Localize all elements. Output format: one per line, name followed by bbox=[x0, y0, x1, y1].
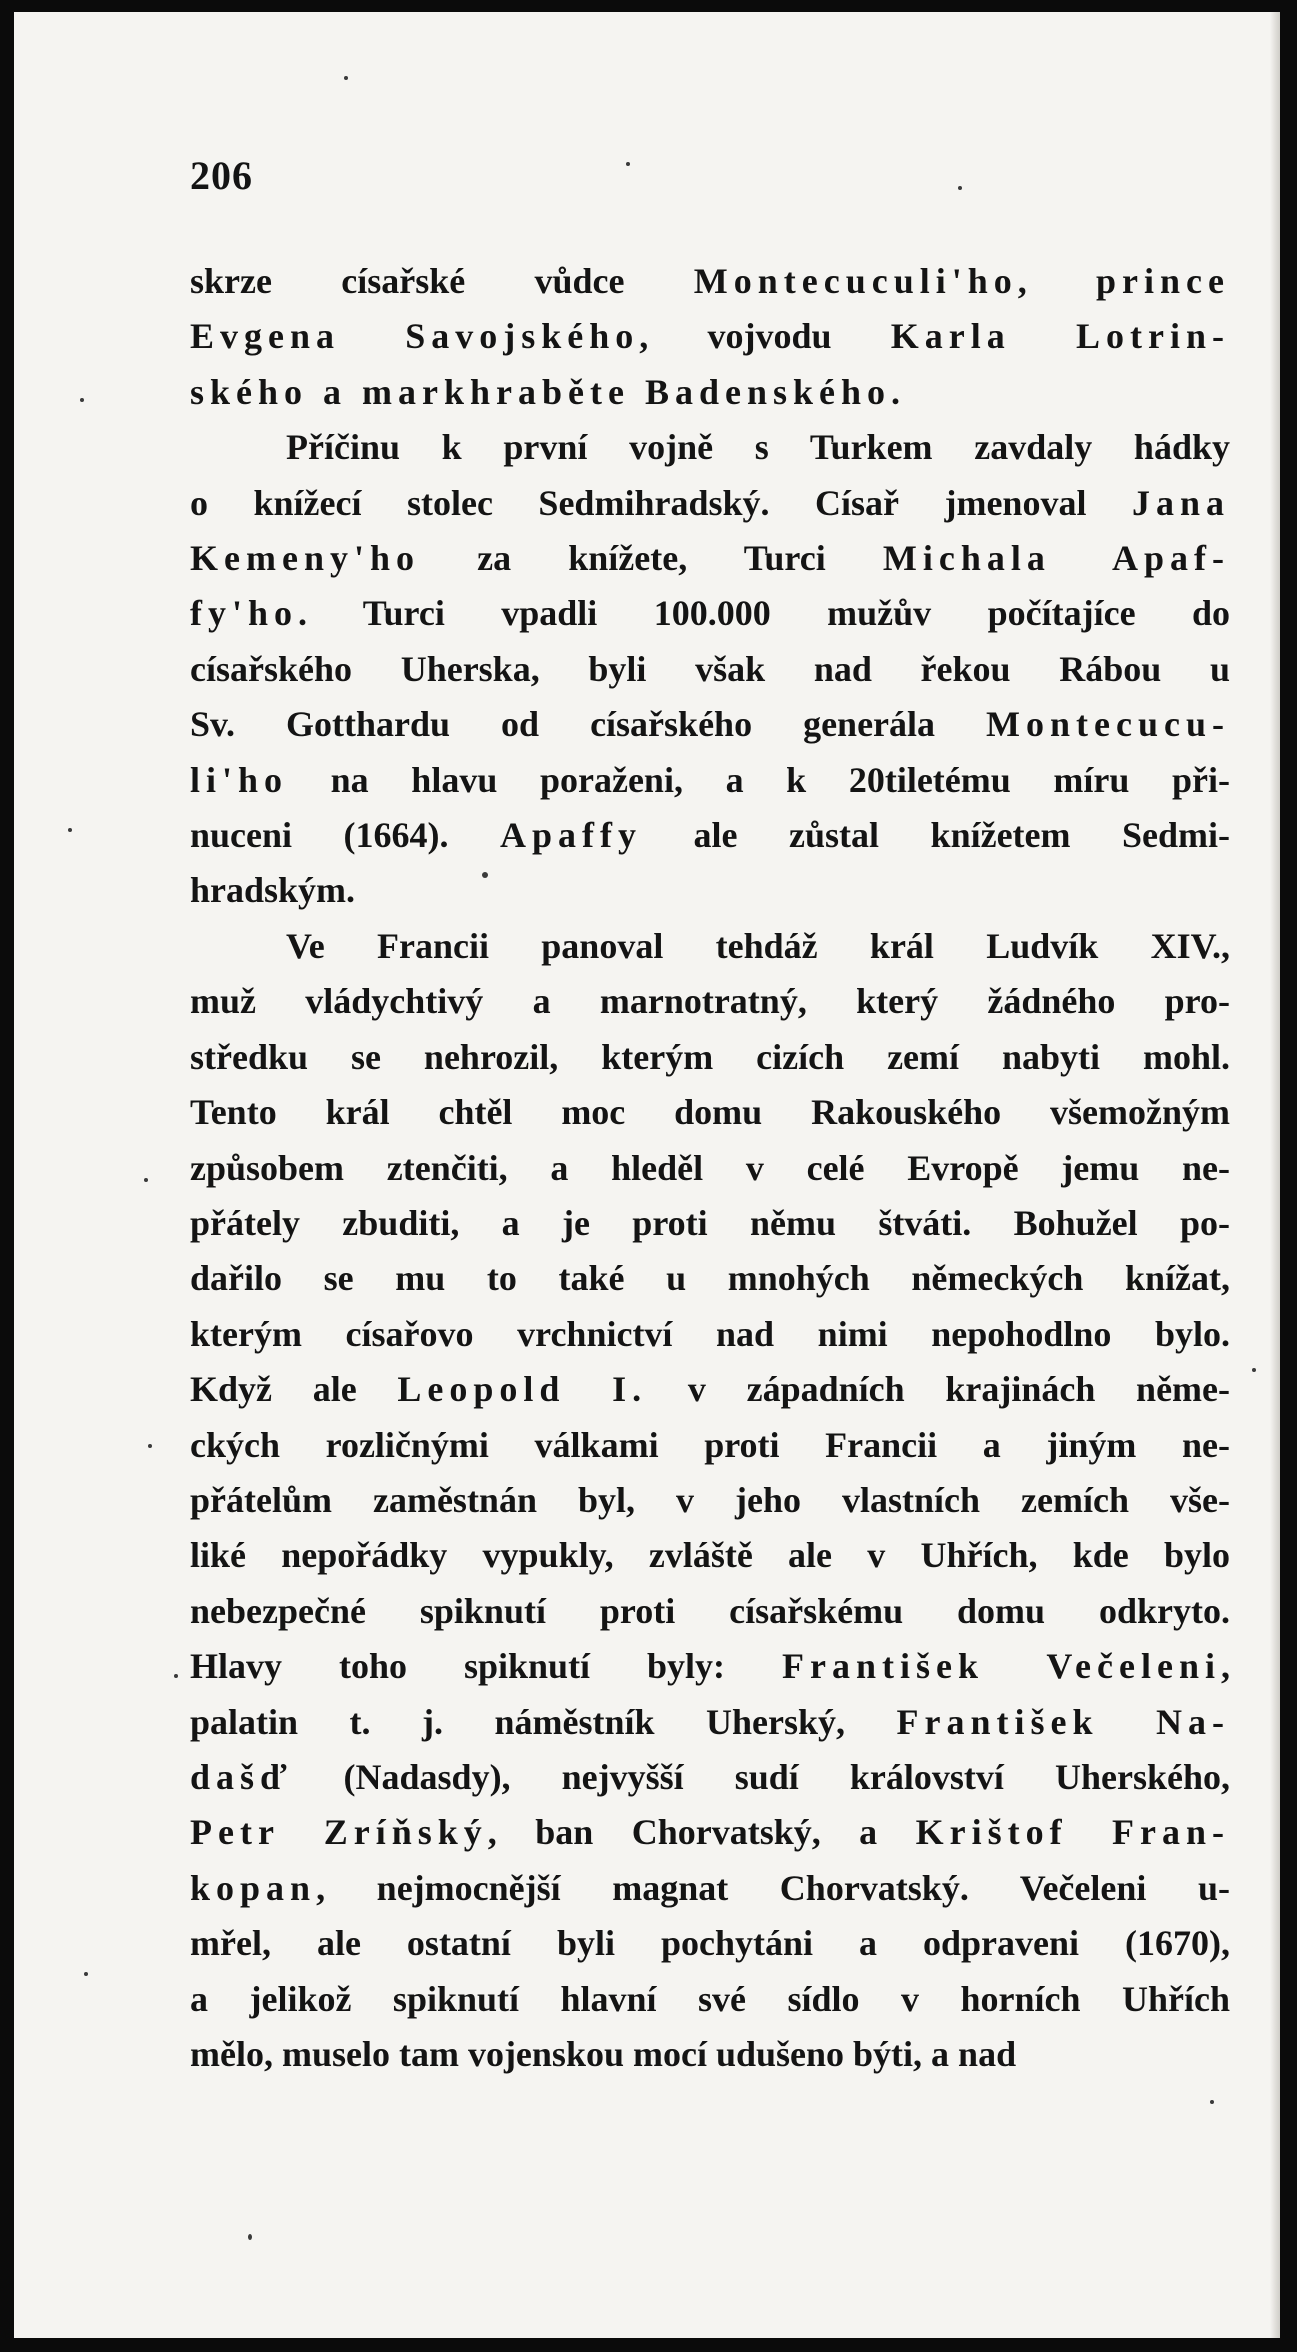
text-run: skrze císařské vůdce bbox=[190, 261, 694, 301]
text-line bbox=[190, 476, 1230, 531]
spaced-name: li'ho bbox=[190, 759, 289, 800]
text-line bbox=[190, 531, 1230, 586]
spaced-name: Michala Apaf- bbox=[882, 538, 1230, 579]
spaced-name: Jana bbox=[1131, 482, 1230, 523]
spaced-name: Petr Zríňský bbox=[190, 1812, 488, 1853]
text-line bbox=[190, 1916, 1230, 1971]
text-run: Když ale bbox=[190, 1369, 398, 1410]
text-line bbox=[190, 697, 1230, 752]
print-speck bbox=[626, 162, 630, 166]
spaced-name: kopan bbox=[190, 1867, 317, 1908]
text-run: v západních krajinách něme- bbox=[647, 1369, 1231, 1410]
spaced-name: Montecucu- bbox=[986, 704, 1230, 745]
spaced-name: dašď bbox=[190, 1756, 293, 1797]
print-speck bbox=[1210, 2100, 1214, 2104]
text-run: Sv. Gotthardu od císařského generála bbox=[190, 704, 987, 745]
text-run: způsobem ztenčiti, a hleděl v celé Evropě jemu ne- bbox=[190, 1147, 1230, 1188]
text-line bbox=[190, 642, 1230, 697]
spaced-name: Apaffy bbox=[500, 815, 643, 856]
page-number: 206 bbox=[190, 153, 253, 198]
text-run: za knížete, Turci bbox=[420, 538, 883, 579]
text-run: (Nadasdy), nejvyšší sudí království Uherského, bbox=[292, 1756, 1230, 1797]
print-speck bbox=[174, 1674, 178, 1678]
text-line bbox=[190, 1362, 1230, 1417]
text-run: , bbox=[1017, 261, 1097, 301]
print-speck bbox=[144, 1178, 148, 1182]
page-edge-shadow bbox=[1270, 12, 1280, 2338]
text-line bbox=[190, 1473, 1230, 1528]
text-run: , vojvodu bbox=[639, 316, 891, 357]
spaced-name: prince bbox=[1096, 261, 1230, 301]
text-line bbox=[190, 1030, 1230, 1085]
text-line bbox=[190, 1584, 1230, 1639]
print-speck bbox=[80, 398, 84, 402]
text-line bbox=[190, 1695, 1230, 1750]
spaced-name: Montecuculi'ho bbox=[693, 261, 1018, 301]
text-run: císařského Uherska, byli však nad řekou Rábou u bbox=[190, 648, 1230, 689]
text-run: Hlavy toho spiknutí byly: bbox=[190, 1646, 783, 1687]
text-run: nebezpečné spiknutí proti císařskému domu odkryto. bbox=[190, 1590, 1230, 1631]
text-line bbox=[190, 808, 1230, 863]
text-run: o knížecí stolec Sedmihradský. Císař jmenoval bbox=[190, 482, 1132, 523]
text-line bbox=[190, 2027, 1230, 2082]
text-line bbox=[190, 919, 1230, 974]
text-line bbox=[190, 1141, 1230, 1196]
text-line bbox=[190, 1307, 1230, 1362]
print-speck bbox=[68, 828, 72, 832]
spaced-name: František Večeleni bbox=[782, 1646, 1221, 1687]
text-line bbox=[190, 1196, 1230, 1251]
text-line bbox=[190, 1861, 1230, 1916]
text-run: ale zůstal knížetem Sedmi- bbox=[642, 815, 1231, 856]
spaced-name: ského a markhraběte Badenského. bbox=[190, 371, 907, 412]
text-run: kterým císařovo vrchnictví nad nimi nepohodlno bylo. bbox=[190, 1313, 1230, 1354]
spaced-name: František Na- bbox=[896, 1701, 1230, 1742]
text-line bbox=[190, 1085, 1230, 1140]
text-run: ckých rozličnými válkami proti Francii a jiným ne- bbox=[190, 1424, 1230, 1465]
text-run: , bbox=[1220, 1646, 1230, 1687]
text-run: středku se nehrozil, kterým cizích zemí nabyti mohl. bbox=[190, 1036, 1230, 1077]
text-run: . Turci vpadli 100.000 mužův počítajíce do bbox=[298, 593, 1230, 634]
text-run: Příčinu k první vojně s Turkem zavdaly hádky bbox=[286, 427, 1230, 468]
text-run: a jelikož spiknutí hlavní své sídlo v horních Uhřích bbox=[190, 1978, 1230, 2019]
text-run: , nejmocnější magnat Chorvatský. Večeleni u- bbox=[316, 1867, 1230, 1908]
text-run: palatin t. j. náměstník Uherský, bbox=[190, 1701, 897, 1742]
print-speck bbox=[248, 2234, 252, 2240]
spaced-name: Evgena Savojského bbox=[190, 316, 640, 357]
print-speck bbox=[482, 872, 488, 878]
text-run: mělo, muselo tam vojenskou mocí udušeno býti, a nad bbox=[190, 2034, 1017, 2074]
text-line bbox=[190, 863, 1230, 918]
text-line bbox=[190, 1418, 1230, 1473]
text-line bbox=[190, 420, 1230, 475]
text-run: na hlavu poraženi, a k 20tiletému míru při- bbox=[288, 759, 1230, 800]
text-run: přátely zbuditi, a je proti němu štváti. Bohužel po- bbox=[190, 1202, 1230, 1243]
book-page bbox=[14, 12, 1280, 2338]
text-line bbox=[190, 586, 1230, 641]
text-line bbox=[190, 1972, 1230, 2027]
text-line bbox=[190, 254, 1230, 309]
text-line bbox=[190, 974, 1230, 1029]
text-line bbox=[190, 309, 1230, 364]
body-text bbox=[190, 254, 1230, 2082]
text-run: muž vládychtivý a marnotratný, který žádného pro- bbox=[190, 981, 1230, 1022]
text-line bbox=[190, 1750, 1230, 1805]
text-line bbox=[190, 1639, 1230, 1694]
text-run: Tento král chtěl moc domu Rakouského všemožným bbox=[190, 1092, 1230, 1133]
text-run: dařilo se mu to také u mnohých německých knížat, bbox=[190, 1258, 1230, 1299]
text-run: nuceni (1664). bbox=[190, 815, 501, 856]
text-line bbox=[190, 365, 1230, 420]
text-line bbox=[190, 1251, 1230, 1306]
text-line bbox=[190, 753, 1230, 808]
text-run: přátelům zaměstnán byl, v jeho vlastních zemích vše- bbox=[190, 1479, 1230, 1520]
text-line bbox=[190, 1528, 1230, 1583]
text-run: hradským. bbox=[190, 870, 356, 911]
text-run: liké nepořádky vypukly, zvláště ale v Uhřích, kde bylo bbox=[190, 1535, 1230, 1576]
spaced-name: Krištof Fran- bbox=[915, 1812, 1230, 1853]
spaced-name: Leopold I. bbox=[397, 1369, 648, 1410]
print-speck bbox=[148, 1444, 152, 1448]
spaced-name: Karla Lotrin- bbox=[890, 316, 1230, 357]
print-speck bbox=[344, 76, 348, 80]
text-run: Ve Francii panoval tehdáž král Ludvík XIV., bbox=[286, 925, 1230, 966]
print-speck bbox=[1252, 1368, 1256, 1372]
print-speck bbox=[958, 186, 962, 190]
spaced-name: fy'ho bbox=[190, 593, 299, 634]
print-speck bbox=[84, 1972, 88, 1976]
text-run: mřel, ale ostatní byli pochytáni a odpraveni (1670), bbox=[190, 1923, 1230, 1964]
text-line bbox=[190, 1805, 1230, 1860]
spaced-name: Kemeny'ho bbox=[190, 538, 420, 579]
text-run: , ban Chorvatský, a bbox=[487, 1812, 916, 1853]
